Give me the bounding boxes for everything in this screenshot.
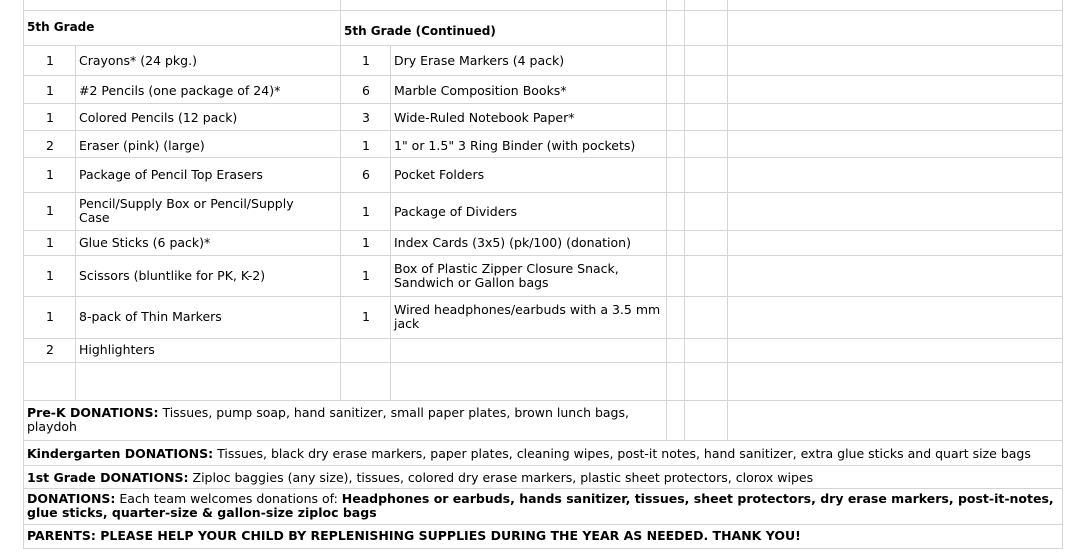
right-qty: 1 — [362, 138, 370, 153]
left-item: #2 Pencils (one package of 24)* — [79, 83, 281, 98]
left-column-header: 5th Grade — [27, 20, 95, 34]
right-qty: 1 — [362, 268, 370, 283]
left-item: Glue Sticks (6 pack)* — [79, 235, 211, 250]
right-qty: 1 — [362, 204, 370, 219]
left-qty: 1 — [46, 83, 54, 98]
left-item: Pencil/Supply Box or Pencil/Supply Case — [79, 196, 294, 225]
left-qty: 2 — [46, 342, 54, 357]
right-item: Marble Composition Books* — [394, 83, 567, 98]
left-item: Highlighters — [79, 342, 155, 357]
right-item: Dry Erase Markers (4 pack) — [394, 53, 565, 68]
right-item: Pocket Folders — [394, 167, 485, 182]
left-qty: 1 — [46, 235, 54, 250]
kindergarten-donations-note — [27, 447, 1031, 461]
left-item: Crayons* (24 pkg.) — [79, 53, 197, 68]
left-qty: 1 — [46, 110, 54, 125]
right-item: Index Cards (3x5) (pk/100) (donation) — [394, 235, 631, 250]
donations-label: DONATIONS: — [27, 491, 116, 506]
donations-text: Each team welcomes donations of: — [115, 491, 342, 506]
kinder-label: Kindergarten DONATIONS: — [27, 446, 214, 461]
right-qty: 1 — [362, 53, 370, 68]
first-label: 1st Grade DONATIONS: — [27, 470, 189, 485]
right-qty: 3 — [362, 110, 370, 125]
right-column-header: 5th Grade (Continued) — [344, 24, 496, 38]
right-item: 1" or 1.5" 3 Ring Binder (with pockets) — [394, 138, 636, 153]
donations-items: Headphones or earbuds, hands sanitizer, tissues, sheet protectors, dry erase markers, post-it-notes, glue sticks, quarter-size & gallon-size ziploc bags — [27, 491, 1054, 520]
right-qty: 6 — [362, 83, 370, 98]
left-item: Scissors (bluntlike for PK, K-2) — [79, 268, 266, 283]
left-qty: 2 — [46, 138, 54, 153]
right-qty: 1 — [362, 309, 370, 324]
left-item: Eraser (pink) (large) — [79, 138, 205, 153]
right-qty: 6 — [362, 167, 370, 182]
general-donations-note — [27, 492, 1059, 520]
left-qty: 1 — [46, 309, 54, 324]
left-item: 8-pack of Thin Markers — [79, 309, 222, 324]
kinder-text: Tissues, black dry erase markers, paper plates, cleaning wipes, post-it notes, hand sanitizer, extra glue sticks and quart size bags — [213, 446, 1031, 461]
left-qty: 1 — [46, 167, 54, 182]
prek-donations-note — [27, 406, 657, 434]
right-item: Wide-Ruled Notebook Paper* — [394, 110, 575, 125]
right-item: Box of Plastic Zipper Closure Snack, Sandwich or Gallon bags — [394, 261, 619, 290]
prek-text: Tissues, pump soap, hand sanitizer, small paper plates, brown lunch bags, playdoh — [27, 405, 629, 434]
prek-label: Pre-K DONATIONS: — [27, 405, 159, 420]
first-grade-donations-note — [27, 471, 813, 485]
left-item: Package of Pencil Top Erasers — [79, 167, 263, 182]
left-item: Colored Pencils (12 pack) — [79, 110, 238, 125]
right-qty: 1 — [362, 235, 370, 250]
first-text: Ziploc baggies (any size), tissues, colored dry erase markers, plastic sheet protectors, clorox wipes — [188, 470, 814, 485]
right-item: Wired headphones/earbuds with a 3.5 mm jack — [394, 302, 661, 331]
parents-note: PARENTS: PLEASE HELP YOUR CHILD BY REPLENISHING SUPPLIES DURING THE YEAR AS NEEDED. THANK YOU! — [27, 528, 801, 543]
right-item: Package of Dividers — [394, 204, 518, 219]
left-qty: 1 — [46, 203, 54, 218]
left-qty: 1 — [46, 53, 54, 68]
left-qty: 1 — [46, 268, 54, 283]
